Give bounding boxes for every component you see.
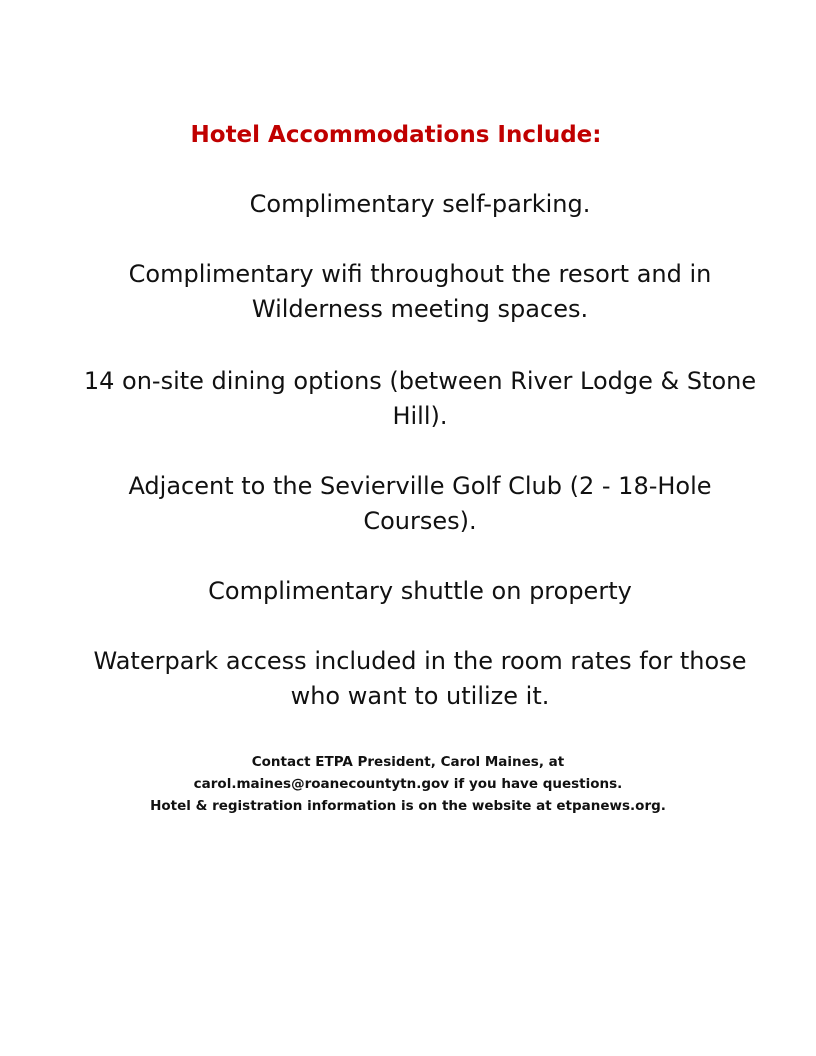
amenity-golf-club: Adjacent to the Sevierville Golf Club (2 - 18-Hole Courses). xyxy=(128,472,712,535)
page-heading xyxy=(0,120,816,150)
contact-line-3: Hotel & registration information is on the website at etpanews.org. xyxy=(150,798,666,814)
contact-line-1: Contact ETPA President, Carol Maines, at xyxy=(251,754,565,770)
contact-line-2: carol.maines@roanecountytn.gov if you have questions. xyxy=(193,776,623,792)
amenity-shuttle: Complimentary shuttle on property xyxy=(208,577,632,605)
amenity-waterpark: Waterpark access included in the room rates for those who want to utilize it. xyxy=(93,647,747,710)
amenity-self-parking: Complimentary self-parking. xyxy=(249,190,591,218)
amenity-wifi: Complimentary wifi throughout the resort and in Wilderness meeting spaces. xyxy=(128,260,712,323)
heading-text: Hotel Accommodations Include: xyxy=(190,122,602,148)
amenity-dining: 14 on-site dining options (between River Lodge & Stone Hill). xyxy=(83,367,757,430)
contact-info xyxy=(60,751,756,817)
